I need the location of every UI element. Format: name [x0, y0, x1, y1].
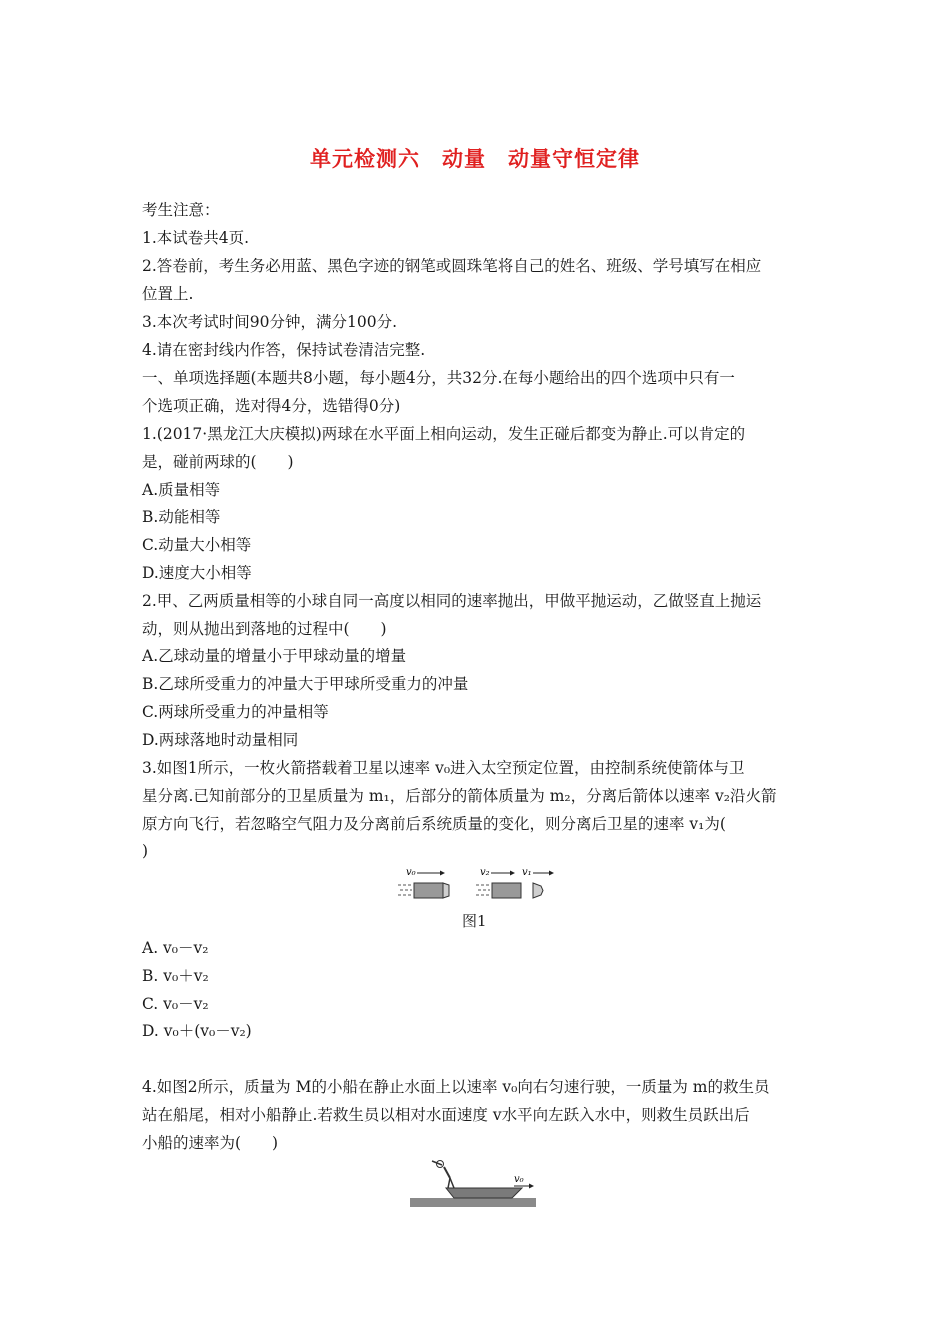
q3-option-a: A. v₀－v₂	[142, 939, 209, 957]
q3-option-c: C. v₀－v₂	[142, 995, 209, 1013]
q1-option-a: A.质量相等	[142, 481, 221, 499]
section-heading-cont: 个选项正确，选对得4分，选错得0分)	[142, 397, 401, 415]
lifeguard-body	[444, 1167, 450, 1178]
boat-hull	[446, 1188, 522, 1198]
fig-label-v2: v₂	[480, 867, 490, 878]
q4-stem-cont-2: 小船的速率为( )	[142, 1134, 279, 1152]
q3-stem: 3.如图1所示，一枚火箭搭载着卫星以速率 v₀进入太空预定位置，由控制系统使箭体与卫	[142, 759, 745, 777]
figure-1-caption: 图1	[462, 912, 487, 930]
q3-stem-cont-3: )	[142, 842, 149, 860]
q2-stem-cont: 动，则从抛出到落地的过程中( )	[142, 620, 387, 638]
q3-option-b: B. v₀＋v₂	[142, 967, 209, 985]
q2-option-a: A.乙球动量的增量小于甲球动量的增量	[142, 647, 407, 665]
q2-option-b: B.乙球所受重力的冲量大于甲球所受重力的冲量	[142, 675, 469, 693]
q1-stem-cont: 是，碰前两球的( )	[142, 453, 294, 471]
q1-option-c: C.动量大小相等	[142, 536, 252, 554]
section-heading: 一、单项选择题(本题共8小题，每小题4分，共32分.在每小题给出的四个选项中只有一	[142, 369, 735, 387]
q4-stem-cont-1: 站在船尾，相对小船静止.若救生员以相对水面速度 v水平向左跃入水中，则救生员跃出后	[142, 1106, 750, 1124]
q2-option-d: D.两球落地时动量相同	[142, 731, 299, 749]
q3-option-d: D. v₀＋(v₀－v₂)	[142, 1022, 252, 1040]
fig-label-v1: v₁	[522, 867, 532, 878]
lifeguard-leg	[450, 1178, 454, 1188]
notice-item-1: 1.本试卷共4页.	[142, 229, 250, 247]
q1-option-d: D.速度大小相等	[142, 564, 252, 582]
q1-option-b: B.动能相等	[142, 508, 221, 526]
page-title: 单元检测六 动量 动量守恒定律	[310, 147, 640, 171]
notice-heading: 考生注意：	[142, 201, 220, 219]
fig-label-v0-boat: v₀	[514, 1174, 524, 1185]
water-surface	[410, 1198, 536, 1207]
notice-item-4: 4.请在密封线内作答，保持试卷清洁完整.	[142, 341, 426, 359]
lifeguard-leg	[448, 1178, 450, 1188]
q4-stem: 4.如图2所示，质量为 M的小船在静止水面上以速率 v₀向右匀速行驶，一质量为 m的救生员	[142, 1078, 770, 1096]
notice-item-3: 3.本次考试时间90分钟，满分100分.	[142, 313, 398, 331]
q3-stem-cont-2: 原方向飞行，若忽略空气阻力及分离前后系统质量的变化，则分离后卫星的速率 v₁为(	[142, 815, 726, 833]
notice-item-2-cont: 位置上.	[142, 285, 194, 303]
q2-stem: 2.甲、乙两质量相等的小球自同一高度以相同的速率抛出，甲做平抛运动，乙做竖直上抛运	[142, 592, 762, 610]
notice-item-2: 2.答卷前，考生务必用蓝、黑色字迹的钢笔或圆珠笔将自己的姓名、班级、学号填写在相应	[142, 257, 762, 275]
rocket-figure	[398, 864, 558, 906]
q2-option-c: C.两球所受重力的冲量相等	[142, 703, 329, 721]
fig-label-v0: v₀	[406, 867, 416, 878]
boat-figure	[410, 1152, 540, 1210]
q1-stem: 1.(2017·黑龙江大庆模拟)两球在水平面上相向运动，发生正碰后都变为静止.可以肯定的	[142, 425, 746, 443]
q3-stem-cont-1: 星分离.已知前部分的卫星质量为 m₁，后部分的箭体质量为 m₂，分离后箭体以速率 v₂沿火箭	[142, 787, 777, 805]
